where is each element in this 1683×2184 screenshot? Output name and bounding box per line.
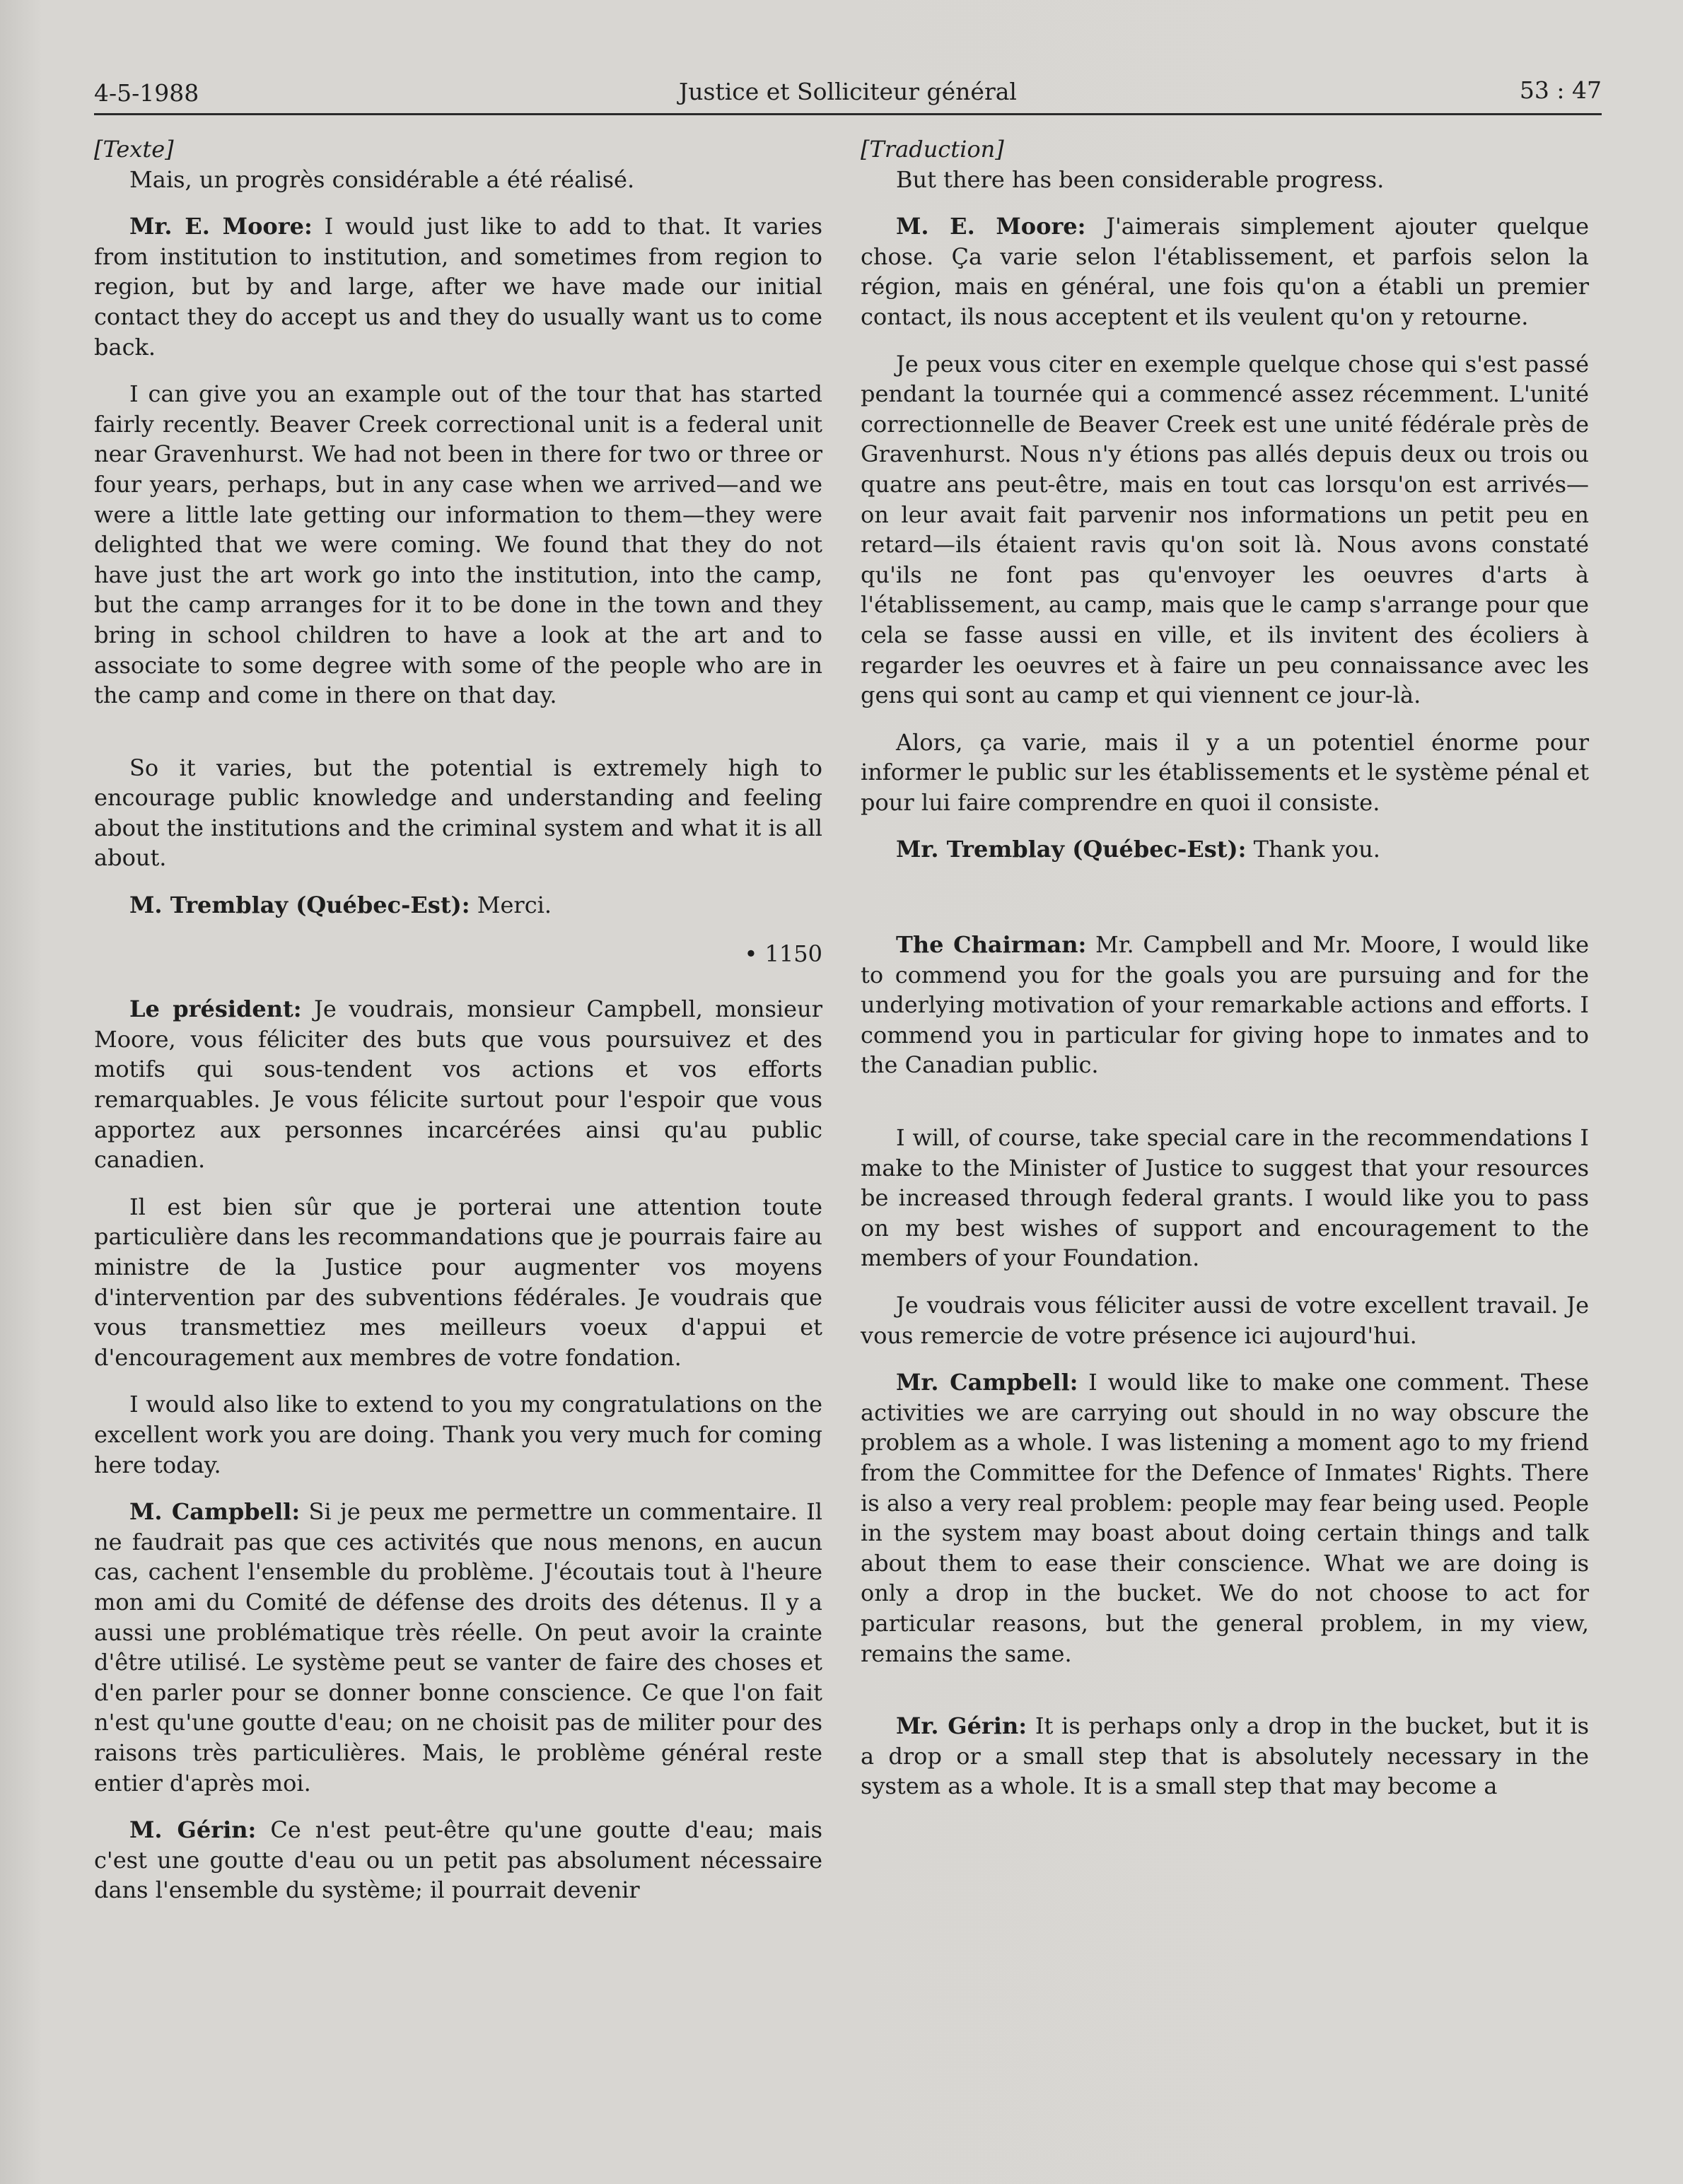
paragraph: Mais, un progrès considérable a été réalisé.	[129, 165, 635, 193]
rubric-texte: [Texte]	[94, 136, 174, 163]
paragraph	[94, 1497, 822, 1798]
paragraph: I would also like to extend to you my congratulations on the excellent work you are doing. Thank you very much for coming here today.	[94, 1391, 822, 1478]
paragraph: Je peux vous citer en exemple quelque chose qui s'est passé pendant la tournée qui a commencé assez récemment. L'unité correctionnelle de Beaver Creek est une unité fédérale près de Gravenhurst. Nous n'y étions pas allés depuis deux ou trois ou quatre ans peut-être, mais en tout cas lorsqu'on est arrivés—on leur avait fait parvenir nos informations un petit peu en retard—ils étaient ravis qu'on soit là. Nous avons constaté qu'ils ne font pas qu'envoyer les oeuvres d'arts à l'établissement, au camp, mais que le camp s'arrange pour que cela se fasse aussi en ville, et ils invitent des écoliers à regarder les oeuvres et à faire un peu connaissance avec les gens qui sont au camp et qui viennent ce jour-là.	[861, 350, 1589, 709]
speaker-name: M. E. Moore:	[896, 213, 1086, 240]
paragraph	[861, 1711, 1589, 1801]
speech-text: It is perhaps only a drop in the bucket, but it is a drop or a small step that is absolutely necessary in the system as a whole. It is a small step that may become a	[861, 1712, 1590, 1800]
paragraph	[94, 890, 822, 921]
running-header	[94, 74, 1602, 115]
time-marker: • 1150	[744, 940, 822, 967]
speech-text: Merci.	[470, 892, 552, 919]
speaker-name: The Chairman:	[896, 931, 1087, 959]
paragraph: But there has been considerable progress.	[896, 165, 1385, 193]
paragraph: I can give you an example out of the tour that has started fairly recently. Beaver Creek correctional unit is a federal unit near Gravenhurst. We had not been in there for two or three or four years, perhaps, but in any case when we arrived—and we were a little late getting our information to them—they were delighted that we were coming. We found that they do not have just the art work go into the institution, into the camp, but the camp arranges for it to be done in the town and they bring in school children to have a look at the art and to associate to some degree with some of the people who are in the camp and come in there on that day.	[94, 380, 822, 709]
speaker-name: Mr. E. Moore:	[129, 213, 313, 240]
speech-text: I would just like to add to that. It varies from institution to institution, and sometimes from region to region, but by and large, after we have made our initial contact they do accept us and they do usually want us to come back.	[94, 213, 823, 361]
speech-text: Ce n'est peut-être qu'une goutte d'eau; mais c'est une goutte d'eau ou un petit pas absolument nécessaire dans l'ensemble du système; il pourrait devenir	[94, 1816, 823, 1904]
speech-text: Si je peux me permettre un commentaire. Il ne faudrait pas que ces activités que nous menons, en aucun cas, cachent l'ensemble du problème. J'écoutais tout à l'heure mon ami du Comité de défense des droits des détenus. Il y a aussi une problématique très réelle. On peut avoir la crainte d'être utilisé. Le système peut se vanter de faire des choses et d'en parler pour se donner bonne conscience. Ce que l'on fait n'est qu'une goutte d'eau; on ne choisit pas de militer pour des raisons très particulières. Mais, le problème général reste entier d'après moi.	[94, 1498, 823, 1797]
paragraph	[94, 1815, 822, 1905]
header-page-number: 53 : 47	[1519, 76, 1602, 104]
speech-text: J'aimerais simplement ajouter quelque chose. Ça varie selon l'établissement, et parfois selon la région, mais en général, une fois qu'on a établi un premier contact, ils nous acceptent et ils veulent qu'on y retourne.	[861, 213, 1590, 330]
paragraph: Il est bien sûr que je porterai une attention toute particulière dans les recommandations que je pourrais faire au ministre de la Justice pour augmenter vos moyens d'intervention par des subventions fédérales. Je voudrais que vous transmettiez mes meilleurs voeux d'appui et d'encouragement aux membres de votre fondation.	[94, 1193, 822, 1371]
paragraph	[94, 994, 822, 1175]
header-date: 4-5-1988	[94, 79, 199, 107]
speaker-name: M. Campbell:	[129, 1498, 301, 1526]
speech-text: Thank you.	[1246, 836, 1380, 863]
speaker-name: Mr. Gérin:	[896, 1712, 1027, 1740]
paragraph	[861, 930, 1589, 1080]
left-column	[94, 134, 822, 1922]
paragraph: Je voudrais vous féliciter aussi de votre excellent travail. Je vous remercie de votre présence ici aujourd'hui.	[861, 1292, 1589, 1349]
speech-text: Mr. Campbell and Mr. Moore, I would like to commend you for the goals you are pursuing and for the underlying motivation of your remarkable actions and efforts. I commend you in particular for giving hope to inmates and to the Canadian public.	[861, 931, 1590, 1079]
speech-text: Je voudrais, monsieur Campbell, monsieur Moore, vous féliciter des buts que vous poursuivez et des motifs qui sous-tendent vos actions et vos efforts remarquables. Je vous félicite surtout pour l'espoir que vous apportez aux personnes incarcérées ainsi qu'au public canadien.	[94, 995, 823, 1174]
rubric-traduction: [Traduction]	[861, 136, 1004, 163]
paragraph: I will, of course, take special care in the recommendations I make to the Minister of Justice to suggest that your resources be increased through federal grants. I would like you to pass on my best wishes of support and encouragement to the members of your Foundation.	[861, 1124, 1589, 1272]
speaker-name: M. Tremblay (Québec-Est):	[129, 892, 470, 919]
paragraph: Alors, ça varie, mais il y a un potentiel énorme pour informer le public sur les établissements et le système pénal et pour lui faire comprendre en quoi il consiste.	[861, 728, 1589, 816]
header-title: Justice et Solliciteur général	[679, 78, 1017, 105]
rubric-label: Traduction	[869, 136, 996, 163]
speaker-name: Le président:	[129, 995, 302, 1023]
speaker-name: M. Gérin:	[129, 1816, 257, 1844]
paragraph	[861, 211, 1589, 332]
speaker-name: Mr. Tremblay (Québec-Est):	[896, 836, 1247, 863]
paragraph	[94, 211, 822, 362]
right-column	[861, 134, 1589, 1818]
paragraph	[861, 1367, 1589, 1669]
speaker-name: Mr. Campbell:	[896, 1369, 1078, 1396]
paragraph	[861, 834, 1589, 865]
speech-text: I would like to make one comment. These activities we are carrying out should in no way obscure the problem as a whole. I was listening a moment ago to my friend from the Committee for the Defence of Inmates' Rights. There is also a very real problem: people may fear being used. People in the system may boast about doing certain things and talk about them to ease their conscience. What we are doing is only a drop in the bucket. We do not choose to act for particular reasons, but the general problem, in my view, remains the same.	[861, 1369, 1590, 1667]
paragraph: So it varies, but the potential is extremely high to encourage public knowledge and understanding and feeling about the institutions and the criminal system and what it is all about.	[94, 754, 822, 872]
rubric-label: Texte	[103, 136, 165, 163]
